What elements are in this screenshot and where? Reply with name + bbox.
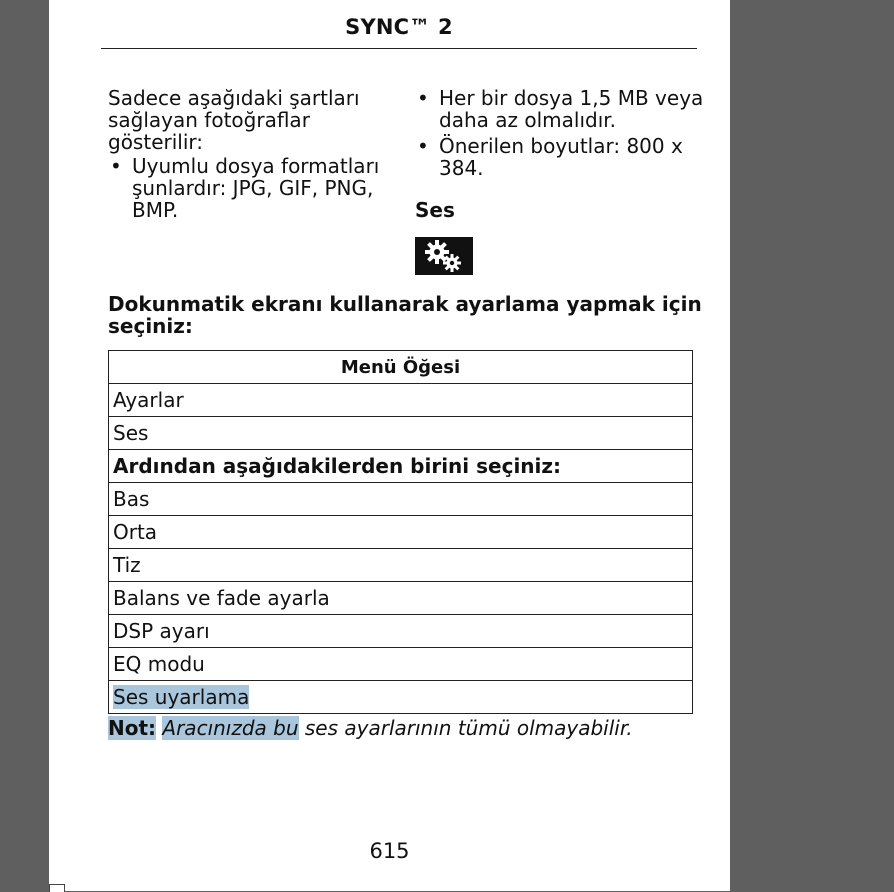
table-row [109, 384, 693, 417]
note-text-highlighted: Aracınızda bu [162, 716, 299, 740]
table-cell: DSP ayarı [109, 615, 693, 648]
header-divider [101, 48, 697, 49]
table-cell: Balans ve fade ayarla [109, 582, 693, 615]
table-cell: Ayarlar [109, 384, 693, 417]
bullet-text: Önerilen boyutlar: 800 x 384. [439, 134, 683, 180]
left-column [108, 87, 388, 221]
bullet-item [415, 135, 705, 179]
gears-graphic [424, 239, 464, 273]
document-page [49, 0, 730, 891]
bullet-item [415, 87, 705, 131]
page-header-title: SYNC™ 2 [345, 15, 453, 39]
note-paragraph [108, 716, 633, 740]
page-number: 615 [369, 839, 410, 863]
bullet-dot: • [110, 154, 122, 178]
note-label: Not: [108, 716, 157, 740]
settings-gears-icon [415, 237, 473, 275]
table-cell: EQ modu [109, 648, 693, 681]
table-row [109, 549, 693, 582]
selected-text: Ses uyarlama [113, 685, 250, 709]
table-cell: Bas [109, 483, 693, 516]
table-row [109, 648, 693, 681]
bullet-text: Uyumlu dosya formatları şunlardır: JPG, GIF, PNG, BMP. [132, 154, 380, 222]
bullet-item [108, 155, 388, 221]
table-header-row [109, 351, 693, 384]
table-cell: Tiz [109, 549, 693, 582]
section-heading: Ses [415, 198, 455, 222]
table-row [109, 483, 693, 516]
table-cell: Orta [109, 516, 693, 549]
table-header-cell: Menü Öğesi [109, 351, 693, 384]
table-cell: Ses [109, 417, 693, 450]
menu-items-table [108, 350, 693, 714]
table-row [109, 516, 693, 549]
table-cell: Ardından aşağıdakilerden birini seçiniz: [109, 450, 693, 483]
table-row [109, 582, 693, 615]
bullet-text: Her bir dosya 1,5 MB veya daha az olmalıdır. [439, 86, 704, 132]
bullet-dot: • [417, 86, 429, 110]
table-row [109, 450, 693, 483]
bullet-dot: • [417, 134, 429, 158]
intro-paragraph: Sadece aşağıdaki şartları sağlayan fotoğraflar gösterilir: [108, 86, 360, 154]
table-cell [109, 681, 693, 714]
table-row [109, 417, 693, 450]
table-row [109, 615, 693, 648]
note-text: ses ayarlarının tümü olmayabilir. [298, 716, 633, 740]
table-row [109, 681, 693, 714]
instruction-text: Dokunmatik ekranı kullanarak ayarlama yapmak için seçiniz: [108, 292, 702, 338]
right-column [415, 87, 705, 183]
